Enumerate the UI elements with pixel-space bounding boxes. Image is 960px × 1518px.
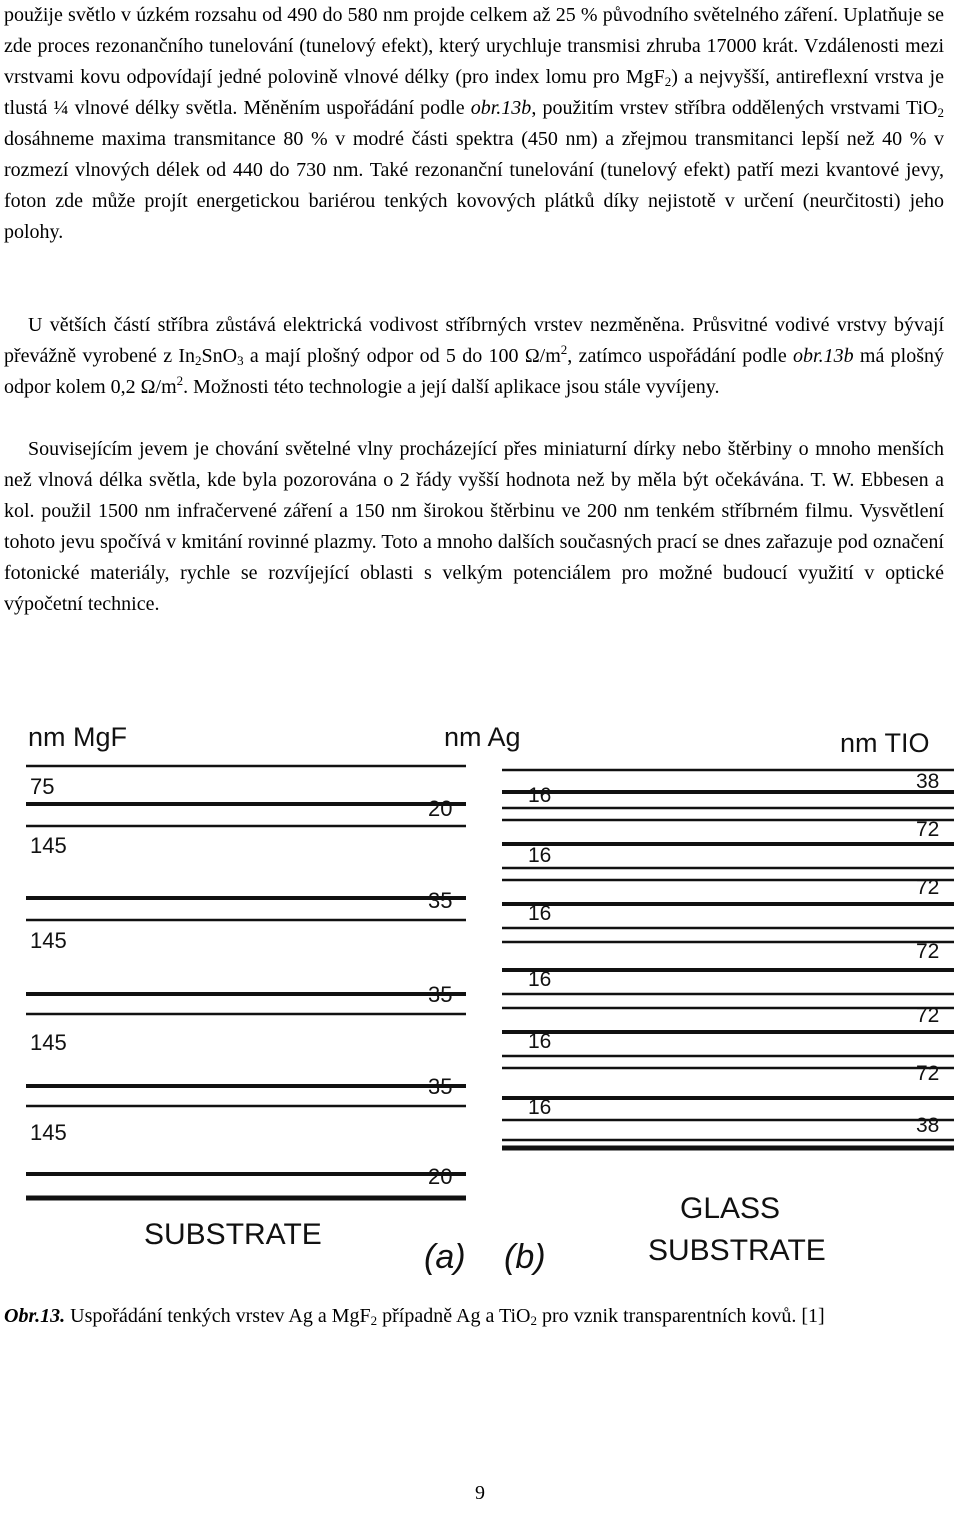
ag-right-label-5: 16 — [528, 1030, 552, 1053]
header-ag: nm Ag — [444, 722, 521, 752]
header-mgf: nm MgF — [28, 722, 128, 752]
ag-right-label-4: 16 — [528, 968, 552, 991]
right-substrate-label: SUBSTRATE — [648, 1234, 826, 1267]
ag-left-label-2: 35 — [428, 888, 453, 913]
ag-right-label-2: 16 — [528, 844, 552, 867]
mgf-label-3: 145 — [30, 928, 67, 953]
tio-label-4: 72 — [916, 940, 940, 963]
tio-label-1: 38 — [916, 770, 940, 793]
paragraph-3: Souvisejícím jevem je chování světelné vlny procházející přes miniaturní dírky nebo štěrbiny o mnoho menších než vlnová délka světla, kde byla pozorována o 2 řády vyšší hodnota než by měla být očekávána. T. W. Ebbesen a kol. použil 1500 nm infračervené záření a 150 nm širokou štěrbinu ve 200 nm tenkém stříbrném filmu. Vysvětlení tohoto jevu spočívá v kmitání rovinné plazmy. Toto a mnoho dalších současných prací se dnes zařazuje pod označení fotonické materiály, rychle se rozvíjející oblasti s velkým potenciálem pro možné budoucí využití v optické výpočetní technice. — [4, 438, 944, 615]
figure-label-a: (a) — [424, 1238, 466, 1276]
paragraph-1: použije světlo v úzkém rozsahu od 490 do 580 nm projde celkem až 25 % původního světelného záření. Uplatňuje se zde proces rezonančního tunelování (tunelový efekt), který urychluje transmisi zhruba 17000 krát. Vzdálenosti mezi vrstvami kovu odpovídají jedné polovině vlnové délky (pro index lomu pro MgF$_2$) a nejvyšší, antireflexní vrstva je tlustá ¼ vlnové délky světla. Měněním uspořádání podle obr.13b, použitím vrstev stříbra oddělených vrstvami TiO$_2$ dosáhneme maxima transmitance 80 % v modré části spektra (450 nm) a zřejmou transmitanci lepší než 40 % v rozmezí vlnových délek od 440 do 730 nm. Také rezonanční tunelování (tunelový efekt) patří mezi kvantové jevy, foton zde může projít energetickou bariérou tenkých kovových plátků díky nejistotě v určení (neurčitosti) jeho polohy. — [4, 4, 945, 243]
left-substrate-label: SUBSTRATE — [144, 1218, 322, 1251]
ag-left-label-1: 20 — [428, 796, 453, 821]
glass-label: GLASS — [680, 1192, 781, 1225]
header-tio: nm TIO — [840, 728, 930, 758]
tio-label-7: 38 — [916, 1114, 940, 1137]
ag-right-label-6: 16 — [528, 1096, 552, 1119]
mgf-label-5: 145 — [30, 1120, 67, 1145]
tio-label-2: 72 — [916, 818, 940, 841]
tio-label-6: 72 — [916, 1062, 940, 1085]
figure-caption-label: Obr.13. — [4, 1305, 66, 1327]
ag-left-label-3: 35 — [428, 982, 453, 1007]
ag-right-label-1: 16 — [528, 784, 552, 807]
ag-left-label-5: 20 — [428, 1164, 453, 1189]
page-number: 9 — [475, 1482, 485, 1504]
paragraph-2: U větších částí stříbra zůstává elektrická vodivost stříbrných vrstev nezměněna. Průsvitné vodivé vrstvy bývají převážně vyrobené z $In_2SnO_3$ a mají plošný odpor od 5 do 100 $\Omega/m^2$, zatímco uspořádání podle obr.13b má plošný odpor kolem 0,2 $\Omega/m^2$. Možnosti této technologie a její další aplikace jsou stále vyvíjeny. — [4, 314, 944, 398]
figure-label-b: (b) — [504, 1238, 546, 1276]
ag-left-label-4: 35 — [428, 1074, 453, 1099]
mgf-label-1: 75 — [30, 774, 55, 799]
figure-caption: Obr.13. Uspořádání tenkých vrstev Ag a MgF$_2$ případně Ag a TiO$_2$ pro vznik transparentních kovů. [1] — [4, 1305, 825, 1328]
mgf-label-4: 145 — [30, 1030, 67, 1055]
ag-right-label-3: 16 — [528, 902, 552, 925]
tio-label-5: 72 — [916, 1004, 940, 1027]
tio-label-3: 72 — [916, 876, 940, 899]
layer-stack-figure — [4, 708, 956, 1293]
mgf-label-2: 145 — [30, 833, 67, 858]
